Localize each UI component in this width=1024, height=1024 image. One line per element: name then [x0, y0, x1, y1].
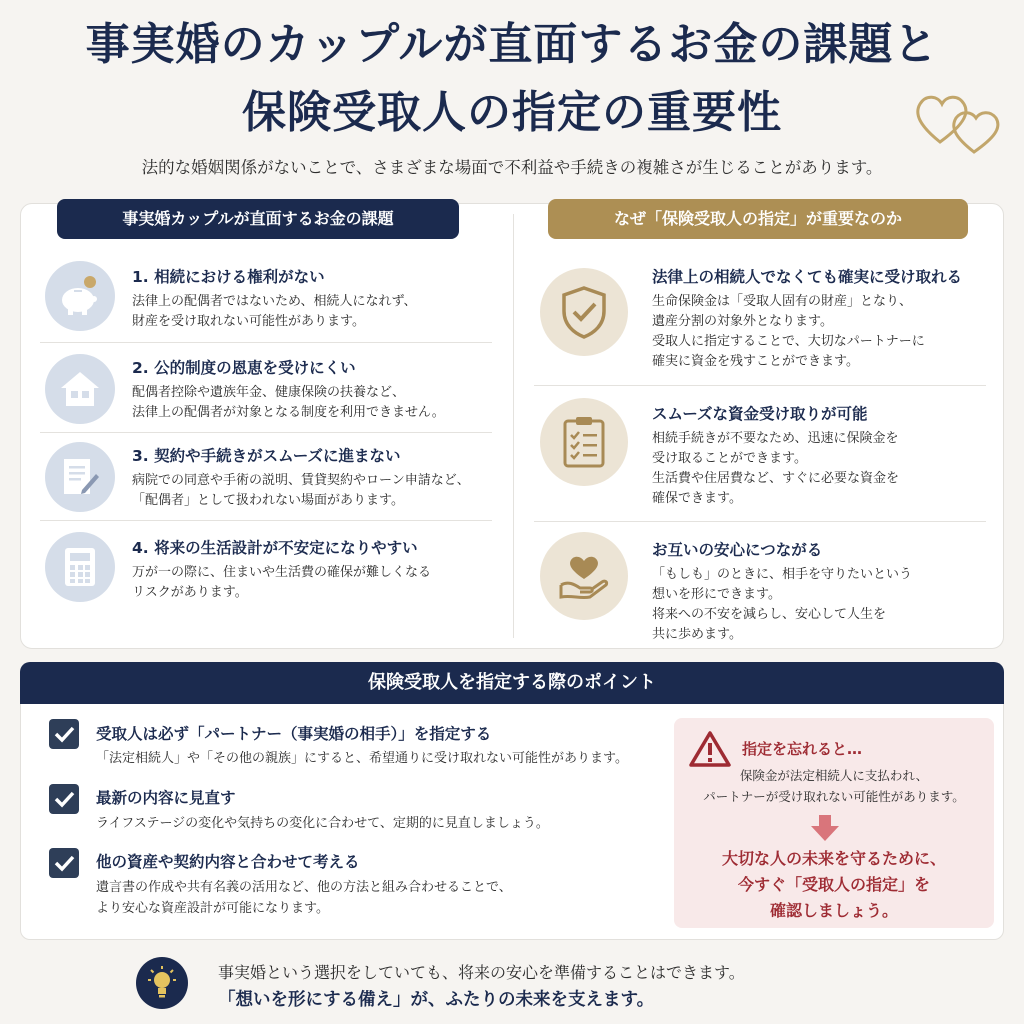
importance-title-3: お互いの安心につながる: [652, 541, 823, 559]
importance-item-3: [652, 538, 912, 645]
importance-body-1: 生命保険金は「受取人固有の財産」となり、 遺産分割の対象外となります。 受取人に指定することで、大切なパートナーに 確実に資金を残すことができます。: [652, 294, 925, 369]
separator: [40, 432, 492, 433]
challenge-item-1: [132, 265, 416, 332]
challenge-body-2: 配偶者控除や遺族年金、健康保険の扶養など、 法律上の配偶者が対象となる制度を利用できません。: [132, 385, 445, 420]
warning-title: 指定を忘れると…: [742, 740, 863, 758]
column-divider: [513, 214, 514, 638]
warning-callout: 大切な人の未来を守るために、 今すぐ「受取人の指定」を 確認しましょう。: [721, 849, 946, 920]
document-pen-icon: [45, 442, 115, 512]
point-body-3: 遺言書の作成や共有名義の活用など、他の方法と組み合わせることで、 より安心な資産設計が可能になります。: [96, 880, 512, 916]
importance-body-3: 「もしも」のときに、相手を守りたいという 想いを形にできます。 将来への不安を減らし、安心して人生を 共に歩めます。: [652, 567, 913, 642]
separator: [534, 521, 986, 522]
footer-line2: 「想いを形にする備え」が、ふたりの未来を支えます。: [218, 990, 655, 1010]
challenge-body-3: 病院での同意や手術の説明、賃貸契約やローン申請など、 「配偶者」として扱われない場面があります。: [132, 473, 470, 508]
point-body-2: ライフステージの変化や気持ちの変化に合わせて、定期的に見直しましょう。: [96, 816, 549, 831]
checkbox-icon: [49, 784, 79, 814]
challenge-body-1: 法律上の配偶者ではないため、相続人になれず、 財産を受け取れない可能性があります。: [132, 294, 417, 329]
clipboard-check-icon: [540, 398, 628, 486]
challenge-item-3: [132, 444, 470, 511]
point-title-1: 受取人は必ず「パートナー（事実婚の相手）」を指定する: [96, 725, 492, 743]
house-icon: [45, 354, 115, 424]
warning-text: 保険金が法定相続人に支払われ、 パートナーが受け取れない可能性があります。: [703, 768, 965, 804]
checkbox-icon: [49, 719, 79, 749]
importance-body-2: 相続手続きが不要なため、迅速に保険金を 受け取ることができます。 生活費や住居費など、すぐに必要な資金を 確保できます。: [652, 431, 900, 506]
separator: [40, 520, 492, 521]
importance-title-1: 法律上の相続人でなくても確実に受け取れる: [652, 268, 963, 286]
importance-item-2: [652, 402, 899, 509]
calculator-icon: [45, 532, 115, 602]
challenge-title-4: 4. 将来の生活設計が不安定になりやすい: [132, 539, 418, 557]
shield-check-icon: [540, 268, 628, 356]
arrow-down-icon: [811, 815, 839, 841]
importance-item-1: [652, 265, 962, 372]
lightbulb-icon: [136, 957, 188, 1009]
point-body-1: 「法定相続人」や「その他の親族」にすると、希望通りに受け取れない可能性があります。: [96, 751, 628, 766]
piggy-bank-icon: [45, 261, 115, 331]
page-title-line1: 事実婚のカップルが直面するお金の課題と: [85, 19, 939, 70]
challenge-title-3: 3. 契約や手続きがスムーズに進まない: [132, 447, 401, 465]
footer-line1: 事実婚という選択をしていても、将来の安心を準備することはできます。: [218, 963, 745, 982]
importance-title-2: スムーズな資金受け取りが可能: [652, 405, 868, 423]
points-heading: 保険受取人を指定する際のポイント: [20, 662, 1004, 704]
challenge-title-1: 1. 相続における権利がない: [132, 268, 325, 286]
point-title-2: 最新の内容に見直す: [96, 789, 236, 807]
heart-hand-icon: [540, 532, 628, 620]
separator: [534, 385, 986, 386]
challenge-body-4: 万が一の際に、住まいや生活費の確保が難しくなる リスクがあります。: [132, 565, 432, 600]
separator: [40, 342, 492, 343]
page-subtitle: 法的な婚姻関係がないことで、さまざまな場面で不利益や手続きの複雑さが生じることがあります。: [141, 158, 883, 177]
warning-icon: [688, 730, 732, 768]
hearts-icon: [912, 80, 1008, 156]
point-title-3: 他の資産や契約内容と合わせて考える: [96, 853, 360, 871]
page-title-line2: 保険受取人の指定の重要性: [242, 87, 782, 138]
challenge-title-2: 2. 公的制度の恩恵を受けにくい: [132, 359, 356, 377]
importance-heading: なぜ「保険受取人の指定」が重要なのか: [548, 199, 968, 239]
challenges-heading: 事実婚カップルが直面するお金の課題: [57, 199, 459, 239]
challenge-item-4: [132, 536, 431, 603]
challenge-item-2: [132, 356, 445, 423]
checkbox-icon: [49, 848, 79, 878]
